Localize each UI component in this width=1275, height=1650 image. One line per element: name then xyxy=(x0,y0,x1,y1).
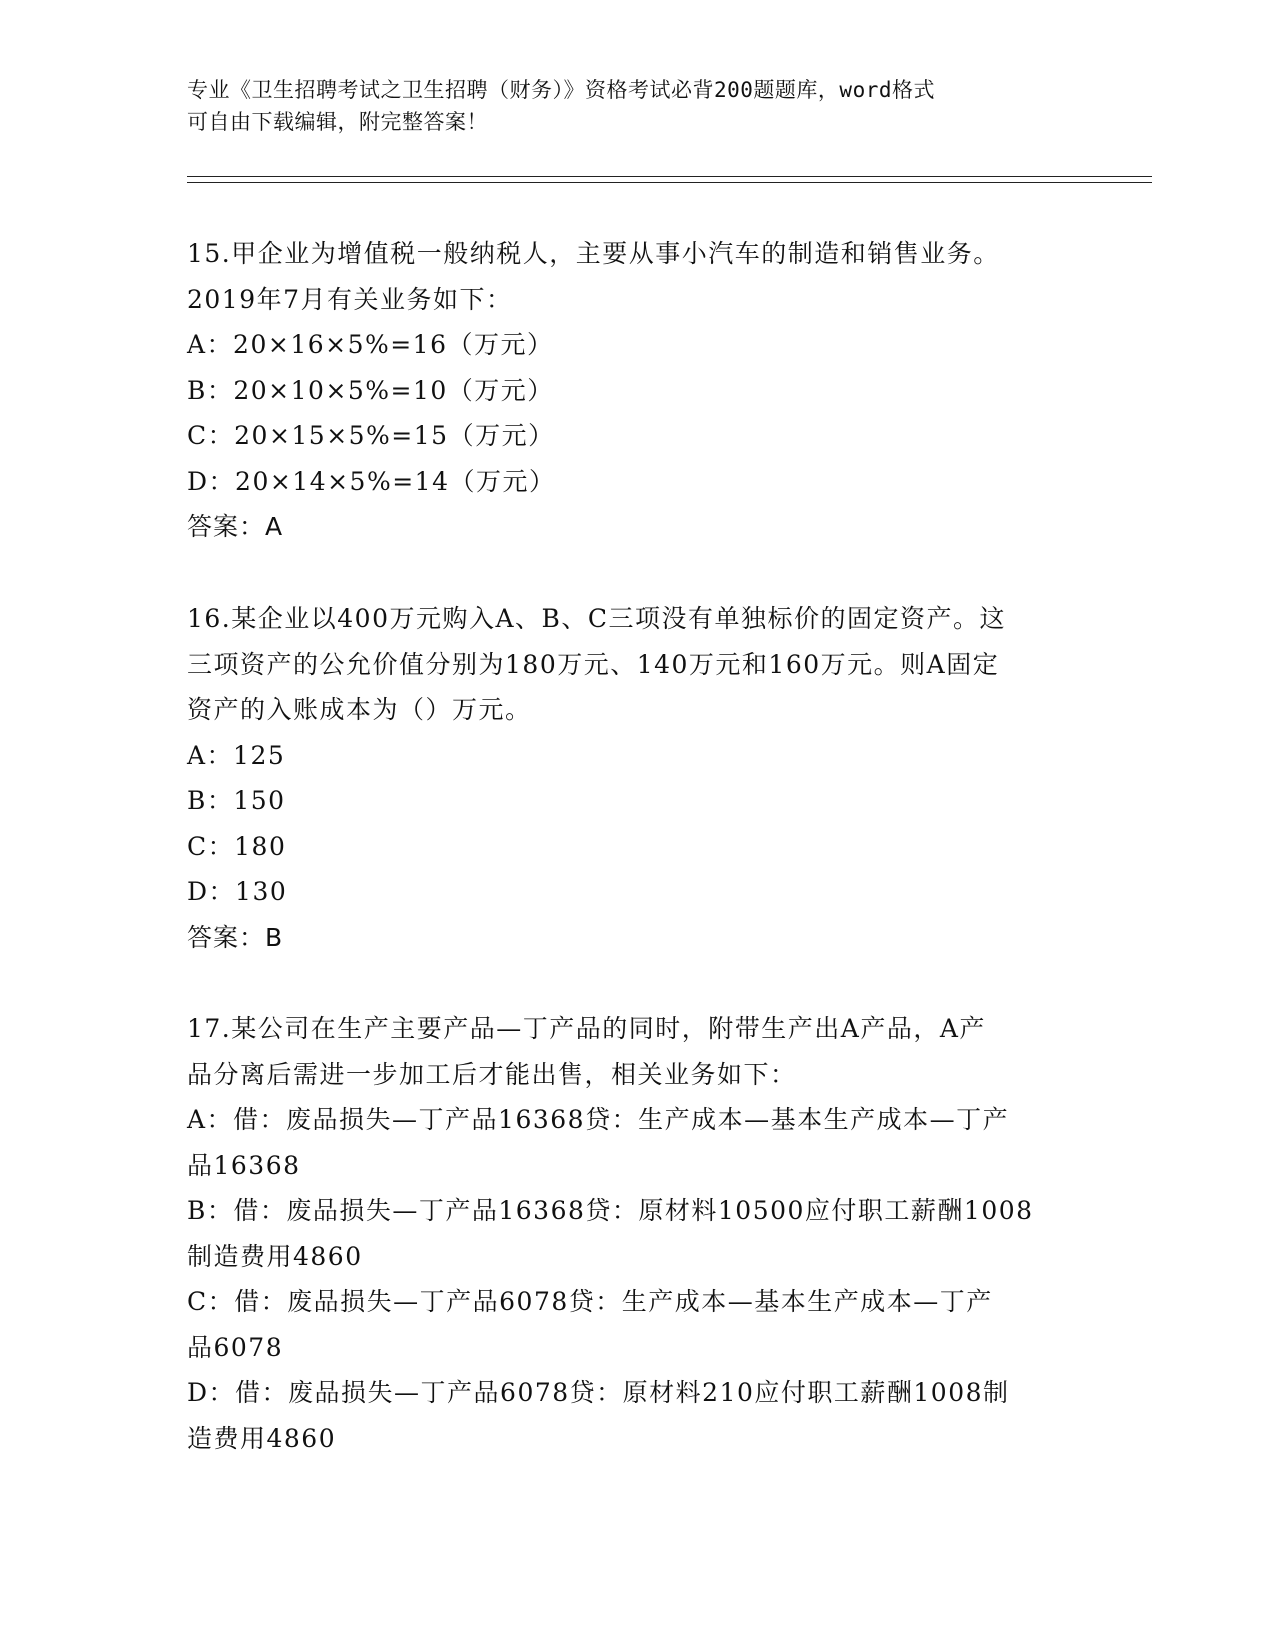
option-b: B：借：废品损失—丁产品16368贷：原材料10500应付职工薪酬1008 xyxy=(187,1196,1034,1225)
header-divider xyxy=(187,182,1152,183)
option-c: C：180 xyxy=(187,831,287,861)
question-15 xyxy=(187,231,1087,550)
answer-line: 答案：B xyxy=(187,922,284,952)
question-stem-line: 资产的入账成本为（）万元。 xyxy=(187,695,532,724)
option-d: D：130 xyxy=(187,877,288,906)
document-header xyxy=(187,74,1067,138)
question-stem-line: 三项资产的公允价值分别为180万元、140万元和160万元。则A固定 xyxy=(187,649,1000,679)
option-b: B：20×10×5%=10（万元） xyxy=(187,375,554,405)
answer-line: 答案：A xyxy=(187,512,284,541)
option-a: A：125 xyxy=(187,740,286,770)
option-d: D：借：废品损失—丁产品6078贷：原材料210应付职工薪酬1008制 xyxy=(187,1378,1010,1407)
header-line: 专业《卫生招聘考试之卫生招聘（财务）》资格考试必背200题题库，word格式 xyxy=(187,78,935,102)
option-a: A：20×16×5%=16（万元） xyxy=(187,330,554,359)
option-b: B：150 xyxy=(187,786,286,815)
option-a-continued: 品16368 xyxy=(187,1150,301,1180)
header-line: 可自由下载编辑，附完整答案！ xyxy=(187,110,488,134)
question-stem-line: 品分离后需进一步加工后才能出售，相关业务如下： xyxy=(187,1059,797,1089)
question-stem-line: 16.某企业以400万元购入A、B、C三项没有单独标价的固定资产。这 xyxy=(187,604,1007,633)
question-stem-line: 17.某公司在生产主要产品—丁产品的同时，附带生产出A产品，A产 xyxy=(187,1014,986,1043)
option-d-continued: 造费用4860 xyxy=(187,1423,337,1453)
question-stem-line: 2019年7月有关业务如下： xyxy=(187,284,513,314)
question-16 xyxy=(187,596,1087,960)
option-a: A：借：废品损失—丁产品16368贷：生产成本—基本生产成本—丁产 xyxy=(187,1105,1010,1134)
option-c: C：20×15×5%=15（万元） xyxy=(187,421,555,450)
header-divider xyxy=(187,176,1152,177)
question-17 xyxy=(187,1006,1087,1461)
option-b-continued: 制造费用4860 xyxy=(187,1241,363,1271)
option-d: D：20×14×5%=14（万元） xyxy=(187,466,556,496)
question-stem-line: 15.甲企业为增值税一般纳税人，主要从事小汽车的制造和销售业务。 xyxy=(187,239,1000,268)
option-c: C：借：废品损失—丁产品6078贷：生产成本—基本生产成本—丁产 xyxy=(187,1287,993,1316)
option-c-continued: 品6078 xyxy=(187,1332,284,1362)
